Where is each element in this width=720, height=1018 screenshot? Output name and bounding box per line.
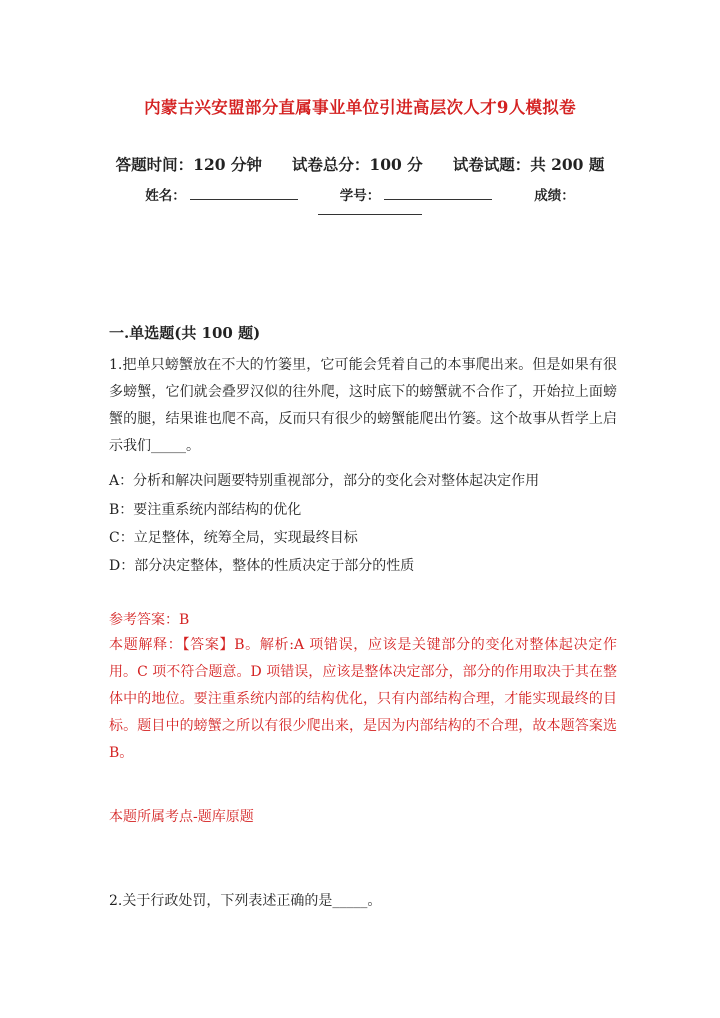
name-blank[interactable] xyxy=(190,187,298,200)
option-d: D：部分决定整体，整体的性质决定于部分的性质 xyxy=(109,558,415,574)
option-a: A：分析和解决问题要特别重视部分，部分的变化会对整体起决定作用 xyxy=(109,473,540,489)
section-title: 一.单选题(共 100 题) xyxy=(109,324,261,342)
option-b: B：要注重系统内部结构的优化 xyxy=(109,502,302,518)
option-c: C：立足整体，统筹全局，实现最终目标 xyxy=(109,530,358,546)
id-blank[interactable] xyxy=(384,187,492,200)
id-label: 学号： xyxy=(339,188,381,204)
reference-answer: 参考答案：B xyxy=(109,612,190,628)
question-2-stem: 2.关于行政处罚，下列表述正确的是_____。 xyxy=(109,893,382,909)
exam-title: 内蒙古兴安盟部分直属事业单位引进高层次人才9人模拟卷 xyxy=(144,98,576,117)
exam-time: 答题时间：120 分钟 xyxy=(115,155,262,174)
exam-meta xyxy=(0,153,720,175)
knowledge-point: 本题所属考点-题库原题 xyxy=(109,809,254,825)
exam-question-count: 试卷试题：共 200 题 xyxy=(452,155,605,174)
question-1-stem: 1.把单只螃蟹放在不大的竹篓里，它可能会凭着自己的本事爬出来。但是如果有很多螃蟹，它们就会叠罗汉似的往外爬，这时底下的螃蟹就不合作了，开始拉上面螃蟹的腿，结果谁也爬不高，反而只有很少的螃蟹能爬出竹篓。这个故事从哲学上启示我们_____。 xyxy=(109,357,617,454)
score-label: 成绩： xyxy=(534,188,575,204)
exam-total-score: 试卷总分：100 分 xyxy=(291,155,423,174)
answer-analysis: 本题解释：【答案】B。解析:A 项错误，应该是关键部分的变化对整体起决定作用。C 项不符合题意。D 项错误，应该是整体决定部分，部分的作用取决于其在整体中的地位。要注重系统内部的结构优化，只有内部结构合理，才能实现最终的目标。题目中的螃蟹之所以有很少爬出来，是因为内部结构的不合理，故本题答案选 B。 xyxy=(109,637,617,761)
score-blank[interactable] xyxy=(318,204,422,215)
student-info xyxy=(0,184,720,204)
name-label: 姓名： xyxy=(145,188,186,204)
